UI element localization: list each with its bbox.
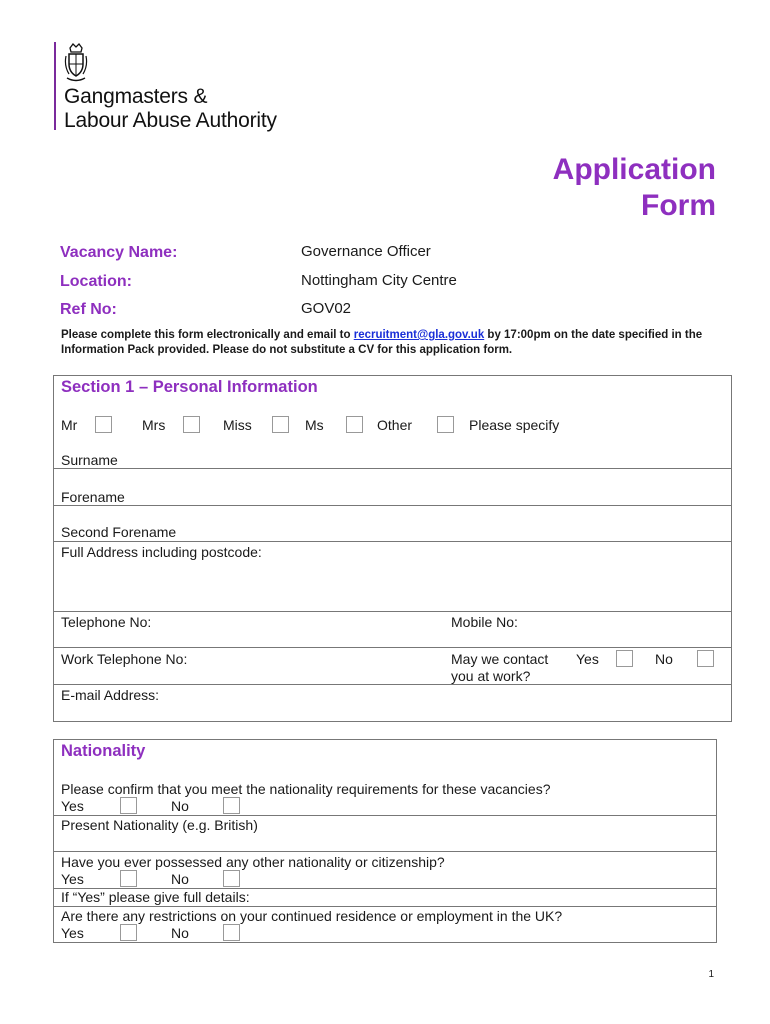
q3-no-label: No <box>171 925 189 941</box>
nationality-title: Nationality <box>61 742 146 760</box>
email-label: E-mail Address: <box>61 687 160 703</box>
please-specify-label: Please specify <box>469 417 560 433</box>
ref-label: Ref No: <box>60 301 117 318</box>
title-option-mr-label: Mr <box>61 417 78 433</box>
q2-no-label: No <box>171 871 189 887</box>
row-divider <box>54 611 731 612</box>
nationality-question-1: Please confirm that you meet the nationality requirements for these vacancies? <box>61 781 551 797</box>
contact-yes-label: Yes <box>576 651 599 667</box>
instructions-part-2: by 17:00pm on the date specified in the Information Pack provided. Please do not substitute a CV for this application form. <box>61 329 703 356</box>
q1-yes-label: Yes <box>61 798 84 814</box>
title-mrs-checkbox[interactable] <box>183 416 200 433</box>
second-forename-label: Second Forename <box>61 524 177 540</box>
logo-line-1: Gangmasters & <box>64 85 208 108</box>
logo-divider <box>54 42 56 130</box>
title-option-other-label: Other <box>377 417 413 433</box>
page-number: 1 <box>708 969 714 980</box>
vacancy-name-value: Governance Officer <box>301 243 431 260</box>
vacancy-name-label: Vacancy Name: <box>60 244 178 261</box>
row-divider <box>54 647 731 648</box>
title-line-2: Form <box>641 189 716 222</box>
title-mr-checkbox[interactable] <box>95 416 112 433</box>
contact-at-work-label-2: you at work? <box>451 668 531 684</box>
work-telephone-label: Work Telephone No: <box>61 651 188 667</box>
title-ms-checkbox[interactable] <box>346 416 363 433</box>
section-1-title: Section 1 – Personal Information <box>61 378 318 396</box>
full-details-label: If “Yes” please give full details: <box>61 889 250 905</box>
title-option-miss-label: Miss <box>223 417 252 433</box>
logo-line-2: Labour Abuse Authority <box>64 109 277 132</box>
row-divider <box>54 505 731 506</box>
telephone-label: Telephone No: <box>61 614 152 630</box>
row-divider <box>54 815 716 816</box>
title-option-ms-label: Ms <box>305 417 324 433</box>
q1-no-checkbox[interactable] <box>223 797 240 814</box>
q2-yes-checkbox[interactable] <box>120 870 137 887</box>
contact-yes-checkbox[interactable] <box>616 650 633 667</box>
q2-yes-label: Yes <box>61 871 84 887</box>
mobile-label: Mobile No: <box>451 614 518 630</box>
present-nationality-label: Present Nationality (e.g. British) <box>61 817 258 833</box>
location-value: Nottingham City Centre <box>301 272 457 289</box>
contact-no-checkbox[interactable] <box>697 650 714 667</box>
title-option-mrs-label: Mrs <box>142 417 166 433</box>
location-label: Location: <box>60 273 132 290</box>
row-divider <box>54 906 716 907</box>
contact-no-label: No <box>655 651 673 667</box>
q3-no-checkbox[interactable] <box>223 924 240 941</box>
logo-wordmark <box>64 85 277 133</box>
address-label: Full Address including postcode: <box>61 544 262 560</box>
q1-no-label: No <box>171 798 189 814</box>
q3-yes-checkbox[interactable] <box>120 924 137 941</box>
surname-label: Surname <box>61 452 118 468</box>
q1-yes-checkbox[interactable] <box>120 797 137 814</box>
title-other-checkbox[interactable] <box>437 416 454 433</box>
row-divider <box>54 851 716 852</box>
contact-at-work-label-1: May we contact <box>451 651 549 667</box>
page-title <box>553 152 716 224</box>
q2-no-checkbox[interactable] <box>223 870 240 887</box>
row-divider <box>54 468 731 469</box>
section-nationality <box>53 739 717 943</box>
row-divider <box>54 541 731 542</box>
royal-crest-icon <box>64 42 88 84</box>
instructions-part-1: Please complete this form electronically and email to <box>61 329 354 341</box>
q3-yes-label: Yes <box>61 925 84 941</box>
forename-label: Forename <box>61 489 125 505</box>
nationality-question-3: Are there any restrictions on your continued residence or employment in the UK? <box>61 908 563 924</box>
ref-value: GOV02 <box>301 300 352 317</box>
title-miss-checkbox[interactable] <box>272 416 289 433</box>
row-divider <box>54 684 731 685</box>
recruitment-email-link[interactable]: recruitment@gla.gov.uk <box>353 329 485 341</box>
section-personal-information <box>53 375 732 722</box>
instructions-text <box>61 328 721 358</box>
nationality-question-2: Have you ever possessed any other nationality or citizenship? <box>61 854 445 870</box>
title-line-1: Application <box>552 153 716 186</box>
